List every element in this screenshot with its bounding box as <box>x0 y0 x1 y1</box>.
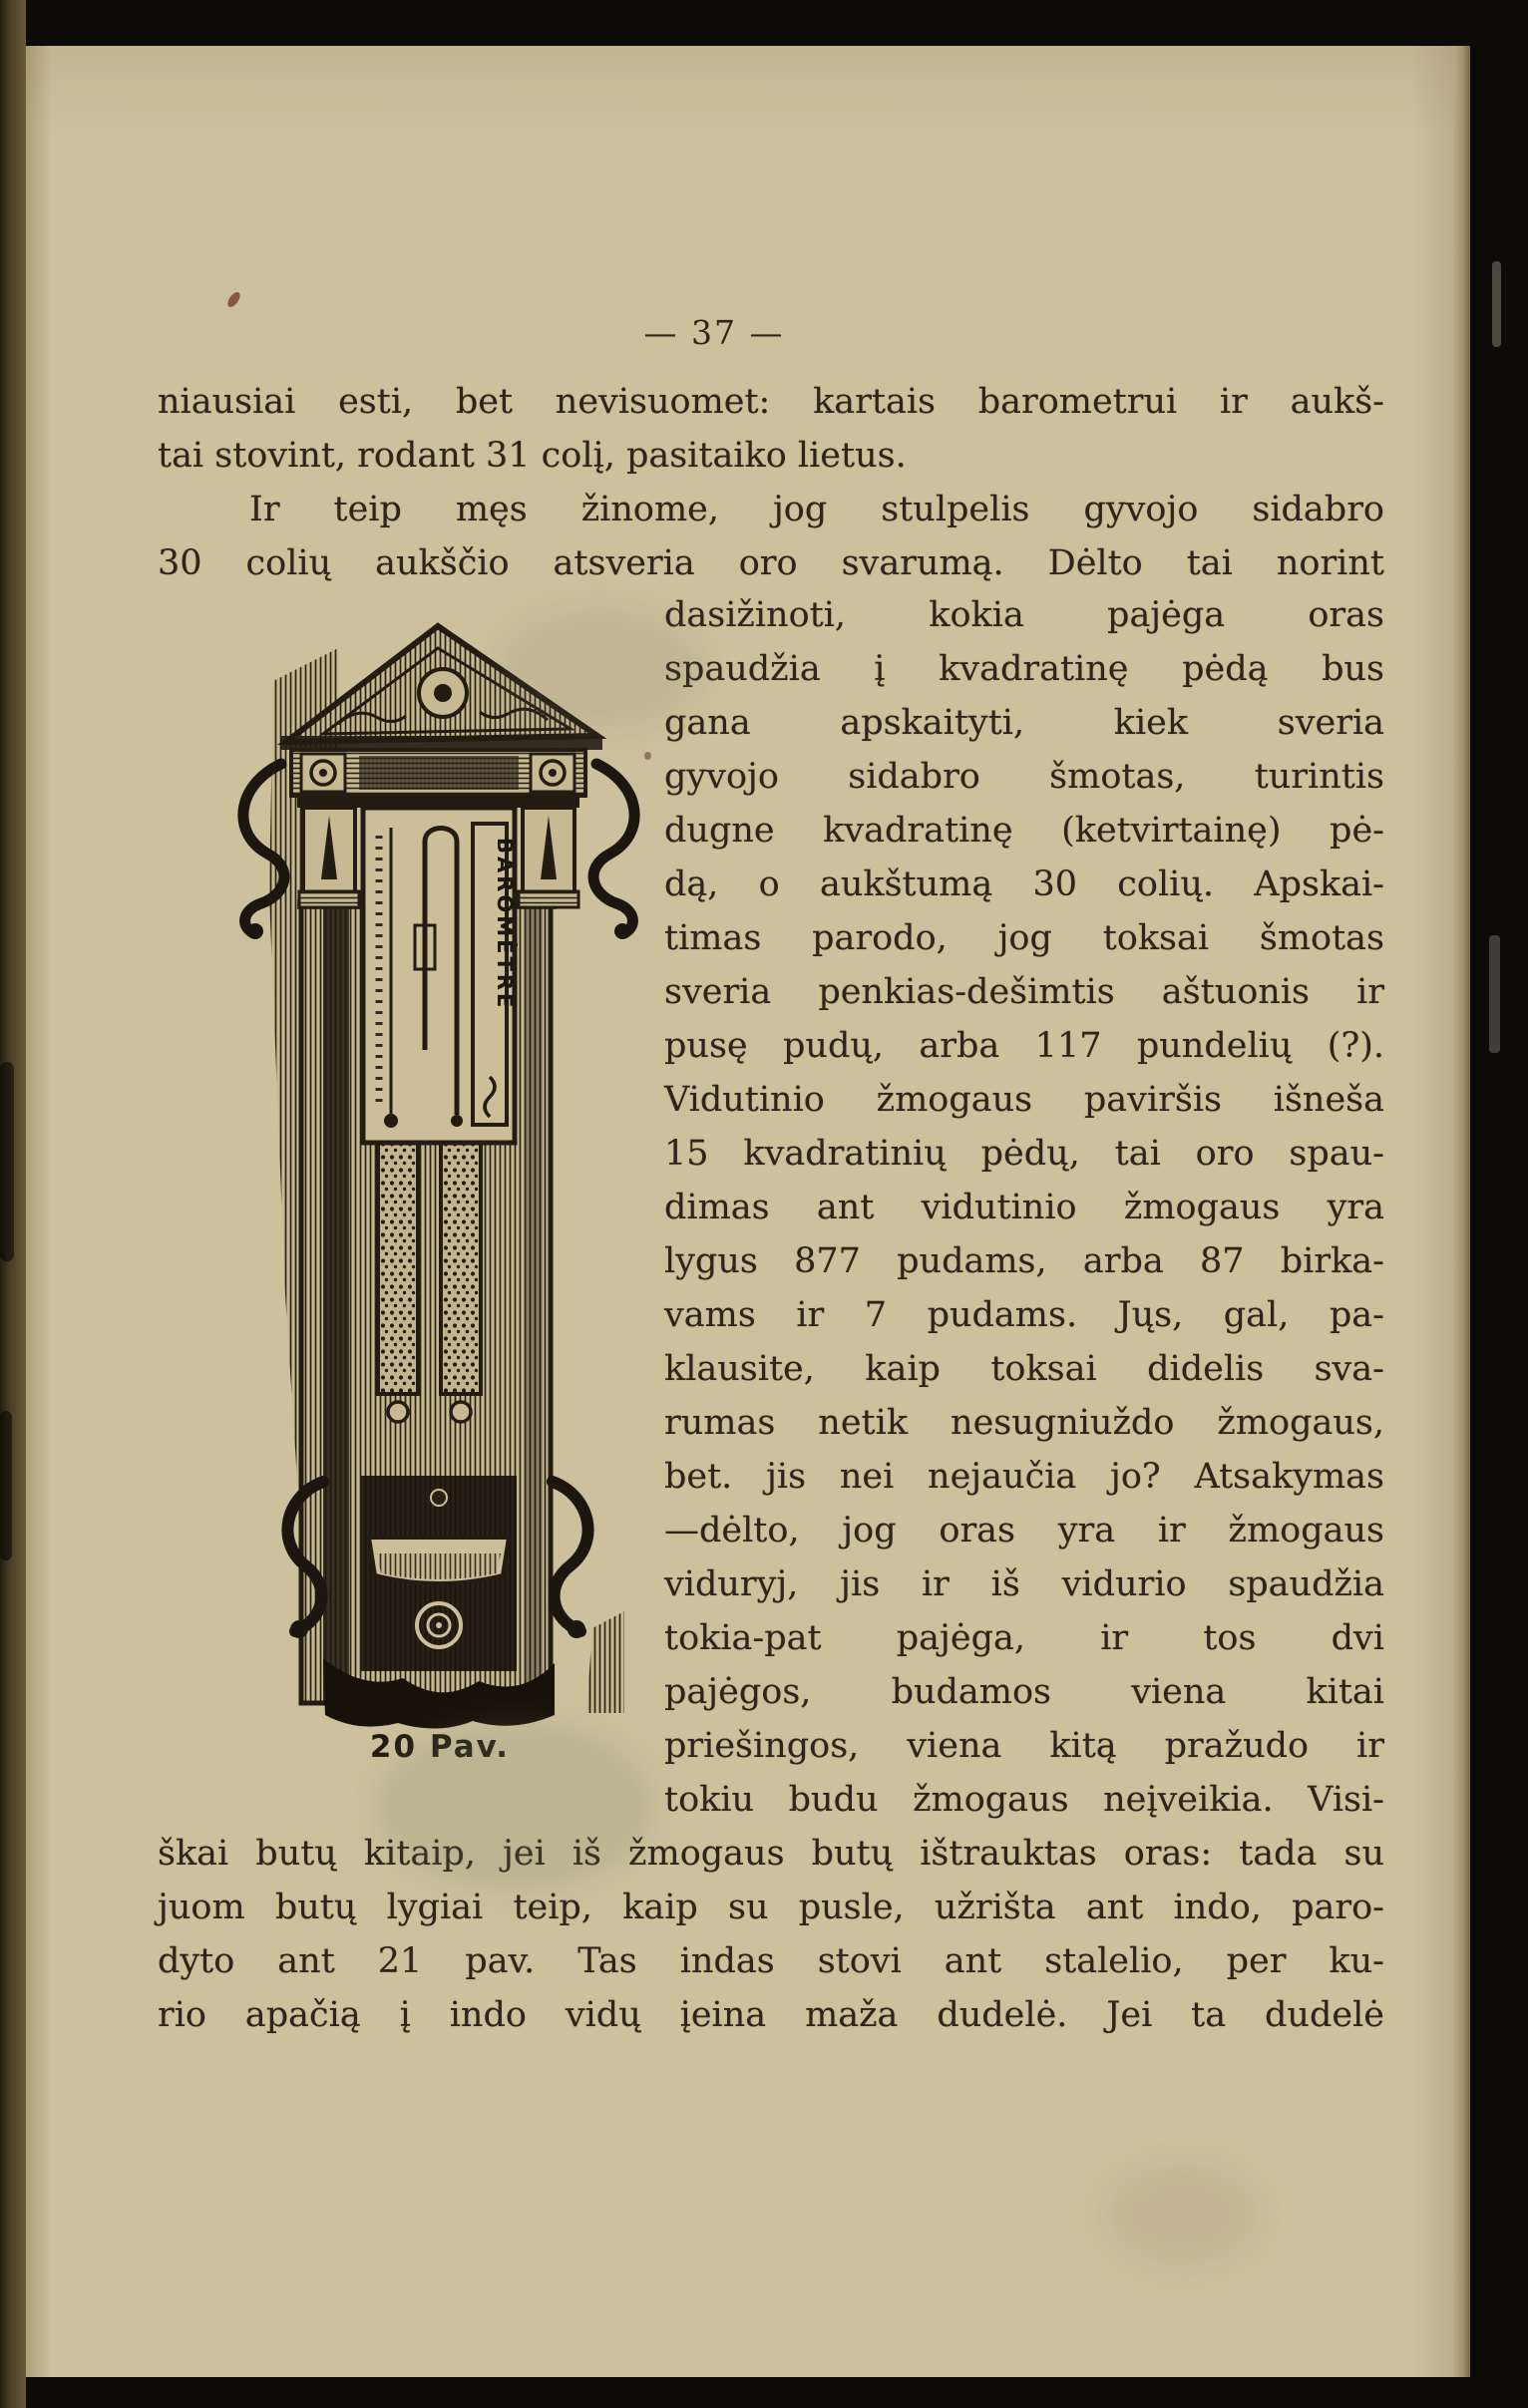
barometer-engraving <box>174 596 650 1743</box>
text-line: dugne kvadratinę (ketvirtainę) pė- <box>664 811 1384 851</box>
text-line: timas parodo, jog toksai šmotas <box>664 918 1384 958</box>
ink-speck <box>644 752 651 760</box>
scan-border-bottom <box>0 2377 1528 2408</box>
text-line: sveria penkias-dešimtis aštuonis ir <box>664 972 1384 1012</box>
text-line: viduryj, jis ir iš vidurio spaudžia <box>664 1564 1384 1604</box>
text-line: dyto ant 21 pav. Tas indas stovi ant stalelio, per ku- <box>158 1941 1384 1981</box>
text-line: vams ir 7 pudams. Jųs, gal, pa- <box>664 1295 1384 1335</box>
text-line: dą, o aukštumą 30 colių. Apskai- <box>664 864 1384 904</box>
cistern-volute-right <box>553 1482 588 1631</box>
text-line: Ir teip męs žinome, jog stulpelis gyvojo sidabro <box>249 490 1384 529</box>
text-line: tai stovint, rodant 31 colį, pasitaiko lietus. <box>158 436 907 476</box>
text-line: priešingos, viena kitą pražudo ir <box>664 1726 1384 1766</box>
text-line: lygus 877 pudams, arba 87 birka- <box>664 1241 1384 1281</box>
text-line: pusę pudų, arba 117 pundelių (?). <box>664 1026 1384 1066</box>
text-line: rumas netik nesugniuždo žmogaus, <box>664 1403 1384 1443</box>
text-line: bet. jis nei nejaučia jo? Atsakymas <box>664 1457 1384 1497</box>
text-line: Vidutinio žmogaus paviršis išneša <box>664 1080 1384 1120</box>
ink-speck <box>225 290 242 309</box>
book-page <box>26 46 1470 2377</box>
text-line: gyvojo sidabro šmotas, turintis <box>664 757 1384 797</box>
scan-edge-scratch <box>1492 261 1501 347</box>
text-line: klausite, kaip toksai didelis sva- <box>664 1349 1384 1389</box>
scan-edge-scratch <box>1489 935 1500 1053</box>
text-line: dasižinoti, kokia pajėga oras <box>664 595 1384 635</box>
text-line: tokiu budu žmogaus neįveikia. Visi- <box>664 1780 1384 1820</box>
scroll-bracket-right <box>593 764 634 933</box>
engraving-title: BAROMÈTRE <box>493 838 517 1011</box>
page-right-edge <box>1453 46 1470 2377</box>
text-line: pajėgos, budamos viena kitai <box>664 1672 1384 1712</box>
text-line: gana apskaityti, kiek sveria <box>664 703 1384 743</box>
text-line: tokia-pat pajėga, ir tos dvi <box>664 1618 1384 1658</box>
finial <box>431 1490 447 1506</box>
text-line: 15 kvadratinių pėdų, tai oro spau- <box>664 1134 1384 1174</box>
text-line: —dėlto, jog oras yra ir žmogaus <box>664 1511 1384 1550</box>
text-line: juom butų lygiai teip, kaip su pusle, užrišta ant indo, paro- <box>158 1888 1384 1927</box>
gutter-shadow-mark <box>0 1411 12 1560</box>
gutter-shadow-mark <box>0 1062 14 1261</box>
page-number: — 37 — <box>643 313 785 352</box>
text-line: 30 colių aukščio atsveria oro svarumą. Dėlto tai norint <box>158 543 1384 583</box>
figure-caption: 20 Pav. <box>369 1729 511 1765</box>
text-line: rio apačią į indo vidų įeina maža dudelė. Jei ta dudelė <box>158 1995 1384 2035</box>
text-line: škai butų kitaip, jei iš žmogaus butų ištrauktas oras: tada su <box>158 1834 1384 1874</box>
text-line: spaudžia į kvadratinę pėdą bus <box>664 649 1384 689</box>
scan-border-top <box>0 0 1528 46</box>
paper-stain <box>1103 2160 1263 2269</box>
paper-stain <box>495 604 704 734</box>
text-line: niausiai esti, bet nevisuomet: kartais barometrui ir aukš- <box>158 382 1384 422</box>
paper-stain <box>375 1721 654 1891</box>
wall-hatching <box>586 1611 624 1713</box>
text-line: dimas ant vidutinio žmogaus yra <box>664 1188 1384 1227</box>
scan-border-right <box>1470 0 1528 2408</box>
